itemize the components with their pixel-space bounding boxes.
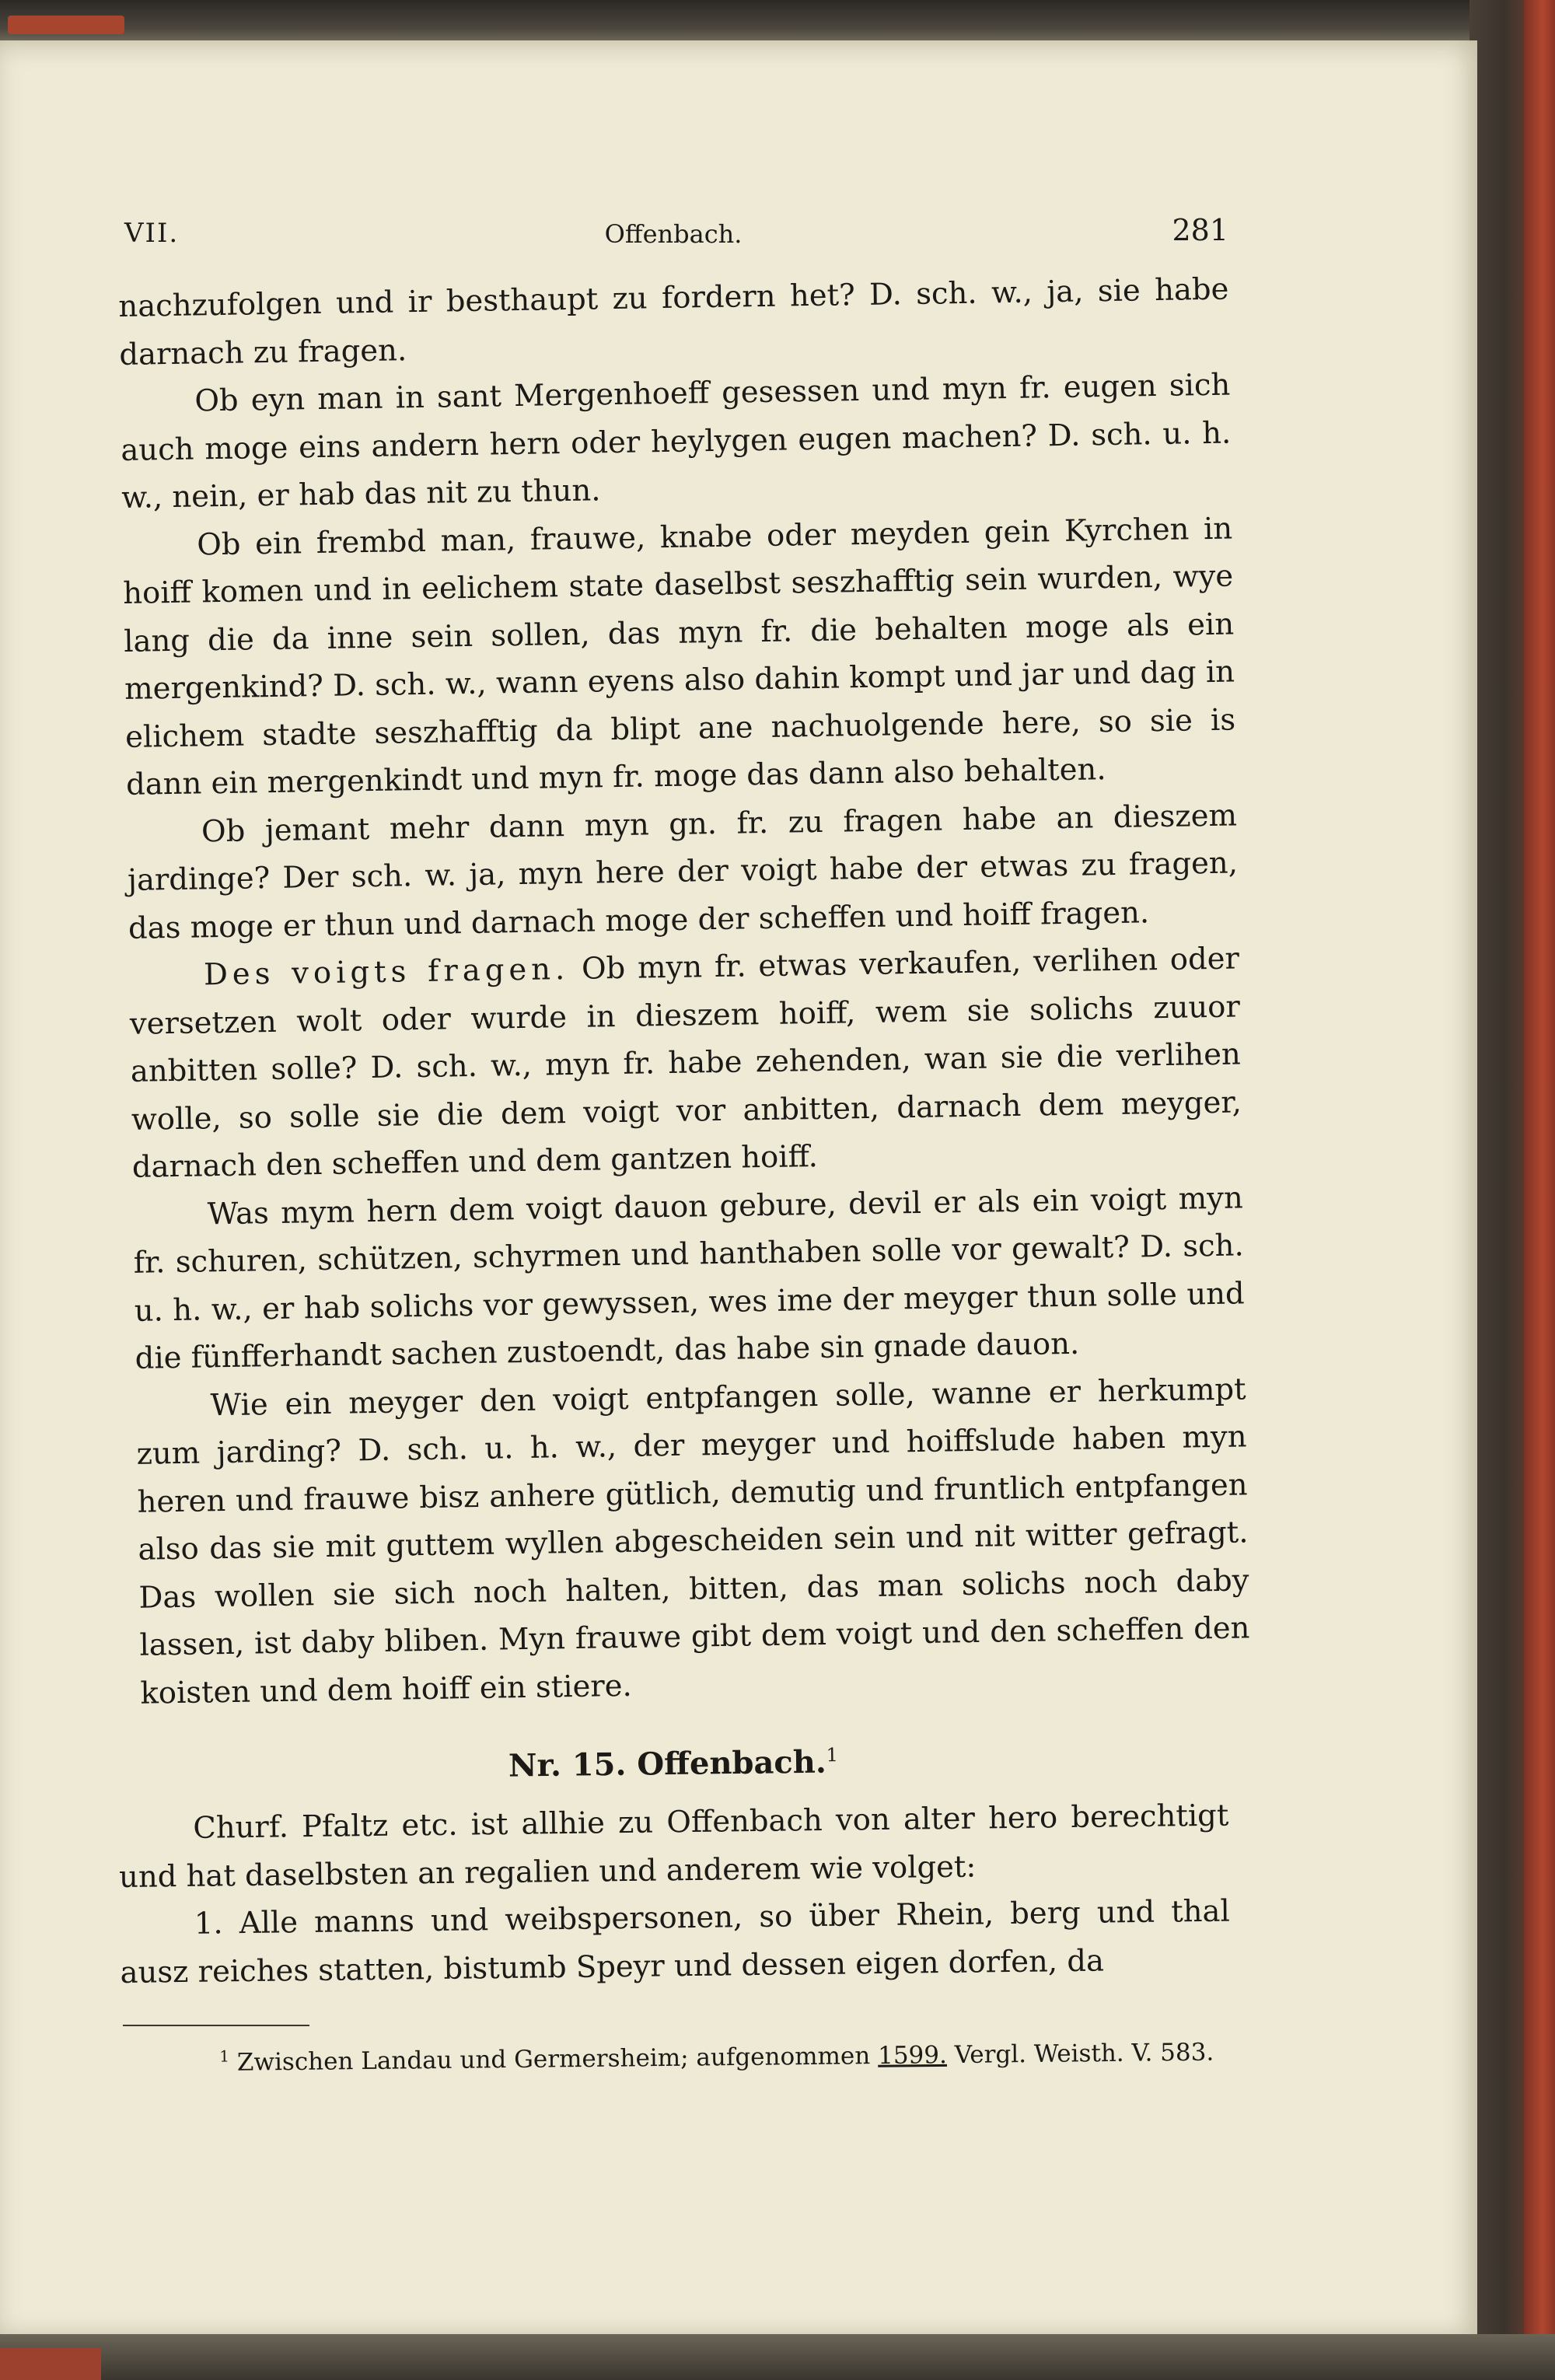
page-number: 281	[1172, 213, 1228, 247]
paragraph: Ob eyn man in sant Mergenhoeff gesessen und myn fr. eugen sich auch moge eins andern hern oder heylygen eugen machen? D. sch. u. h. w., nein, er hab das nit zu thun.	[121, 367, 1232, 515]
paragraph: Was mym hern dem voigt dauon gebure, devil er als ein voigt myn fr. schuren, schützen, schyrmen und hanthaben solle vor gewalt? D. sch. u. h. w., er hab solichs vor gewyssen, wes ime der meyger thun solle und die fünfferhandt sachen zustoendt, das habe sin gnade dauon.	[133, 1180, 1245, 1376]
paragraph: Ob jemant mehr dann myn gn. fr. zu fragen habe an dieszem jardinge? Der sch. w. ja, myn here der voigt habe der etwas zu fragen, das moge er thun und darnach moge der scheffen und hoiff fragen.	[127, 797, 1239, 946]
paragraph: Wie ein meyger den voigt entpfangen solle, wanne er herkumpt zum jarding? D. sch. u. h. w., der meyger und hoiffslude haben myn heren und frauwe bisz anhere gütlich, demutig und fruntlich entpfangen also das sie mit guttem wyllen abgescheiden sein und nit witter gefragt. Das wollen sie sich noch halten, bitten, das man solichs noch daby lassen, ist daby bliben. Myn frauwe gibt dem voigt und den scheffen den koisten und dem hoiff ein stiere.	[136, 1371, 1250, 1711]
footnote-marker: 1	[219, 2046, 230, 2066]
footnote-ref[interactable]: 1	[826, 1744, 839, 1767]
section-title	[118, 1739, 1228, 1788]
cover-corner-bottom	[0, 2348, 101, 2380]
footnote	[118, 2025, 1229, 2084]
paragraph: 1. Alle manns und weibspersonen, so über Rhein, berg und thal ausz reiches statten, bistumb Speyr und dessen eigen dorfen, da	[120, 1893, 1231, 1990]
voigt-text: Ob myn fr. etwas verkaufen, verlihen oder versetzen wolt oder wurde in dieszem hoiff, wem sie solichs zuuor anbitten solle? D. sch. w., myn fr. habe zehenden, wan sie die verlihen wolle, so solle sie die dem voigt vor anbitten, darnach dem meyger, darnach den scheffen und dem gantzen hoiff.	[129, 941, 1242, 1185]
voigt-heading: Des voigts fragen.	[203, 951, 570, 993]
paragraph: Churf. Pfaltz etc. ist allhie zu Offenbach von alter hero berechtigt und hat daselbsten an regalien und anderem wie volget:	[118, 1798, 1229, 1895]
book-cover-edge	[1524, 0, 1555, 2380]
chapter-numeral: VII.	[124, 218, 180, 249]
footnote-text-before: Zwischen Landau und Germersheim; aufgenommen	[236, 2042, 871, 2077]
footnote-year: 1599.	[877, 2041, 948, 2071]
scan-bottom-edge	[0, 2334, 1555, 2380]
voigt-paragraph	[129, 935, 1243, 1191]
page-content	[118, 210, 1250, 2084]
book-page	[0, 40, 1477, 2334]
footnote-text-after: Vergl. Weisth. V. 583.	[954, 2038, 1214, 2070]
paragraph: nachzufolgen und ir besthaupt zu fordern het? D. sch. w., ja, sie habe darnach zu fragen.	[118, 271, 1229, 372]
paragraph: Ob ein frembd man, frauwe, knabe oder meyden gein Kyrchen in hoiff komen und in eelichem state daselbst seszhafftig sein wurden, wye lang die da inne sein sollen, das myn fr. die behalten moge als ein mergenkind? D. sch. w., wann eyens also dahin kompt und jar und dag in elichem stadte seszhafftig da blipt ane nachuolgende here, so sie is dann ein mergenkindt und myn fr. moge das dann also behalten.	[122, 511, 1236, 802]
body-text-block-1	[118, 266, 1251, 1718]
running-title: Offenbach.	[604, 219, 743, 249]
footnote-rule	[123, 2025, 309, 2026]
scan-top-edge	[0, 0, 1469, 40]
cover-corner-top	[8, 16, 124, 34]
section-title-text: Nr. 15. Offenbach.	[508, 1743, 827, 1784]
body-text-block-2	[118, 1792, 1231, 1997]
running-head	[118, 210, 1228, 257]
